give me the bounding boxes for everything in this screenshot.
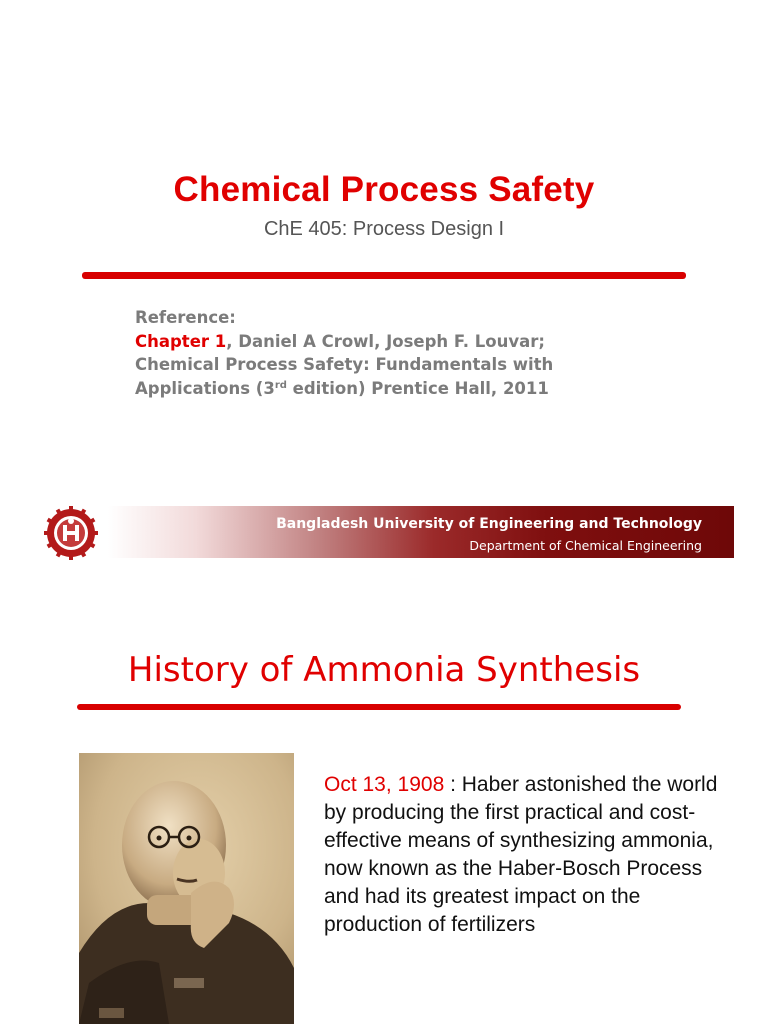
event-date: Oct 13, 1908 — [324, 773, 445, 796]
reference-line-4 — [135, 377, 735, 401]
department-name: Department of Chemical Engineering — [469, 538, 702, 553]
university-logo-icon — [43, 505, 99, 561]
reference-edition: edition) Prentice Hall, 2011 — [286, 378, 549, 398]
page-subtitle: ChE 405: Process Design I — [263, 218, 505, 240]
section-title: History of Ammonia Synthesis — [127, 650, 641, 690]
reference-line-1 — [135, 330, 735, 354]
edition-superscript: rd — [274, 379, 287, 391]
university-banner — [108, 506, 734, 558]
event-description: : Haber astonished the world by producing the first practical and cost-effective means of synthesizing ammonia, now known as the Haber-Bosch Process and had its greatest impact on the production of fertilizers — [324, 773, 718, 936]
chapter-ref: Chapter 1 — [135, 331, 227, 351]
reference-authors: , Daniel A Crowl, Joseph F. Louvar; — [226, 331, 545, 351]
university-name: Bangladesh University of Engineering and Technology — [276, 516, 702, 532]
title-divider — [82, 272, 686, 279]
reference-label: Reference: — [135, 308, 236, 327]
portrait-photo — [79, 753, 294, 1024]
section-divider — [77, 704, 681, 710]
page-title: Chemical Process Safety — [173, 170, 595, 209]
reference-block — [135, 306, 735, 400]
reference-book-title: Chemical Process Safety: Fundamentals with — [135, 355, 554, 374]
history-description — [324, 771, 724, 939]
reference-applications: Applications (3 — [135, 378, 275, 398]
